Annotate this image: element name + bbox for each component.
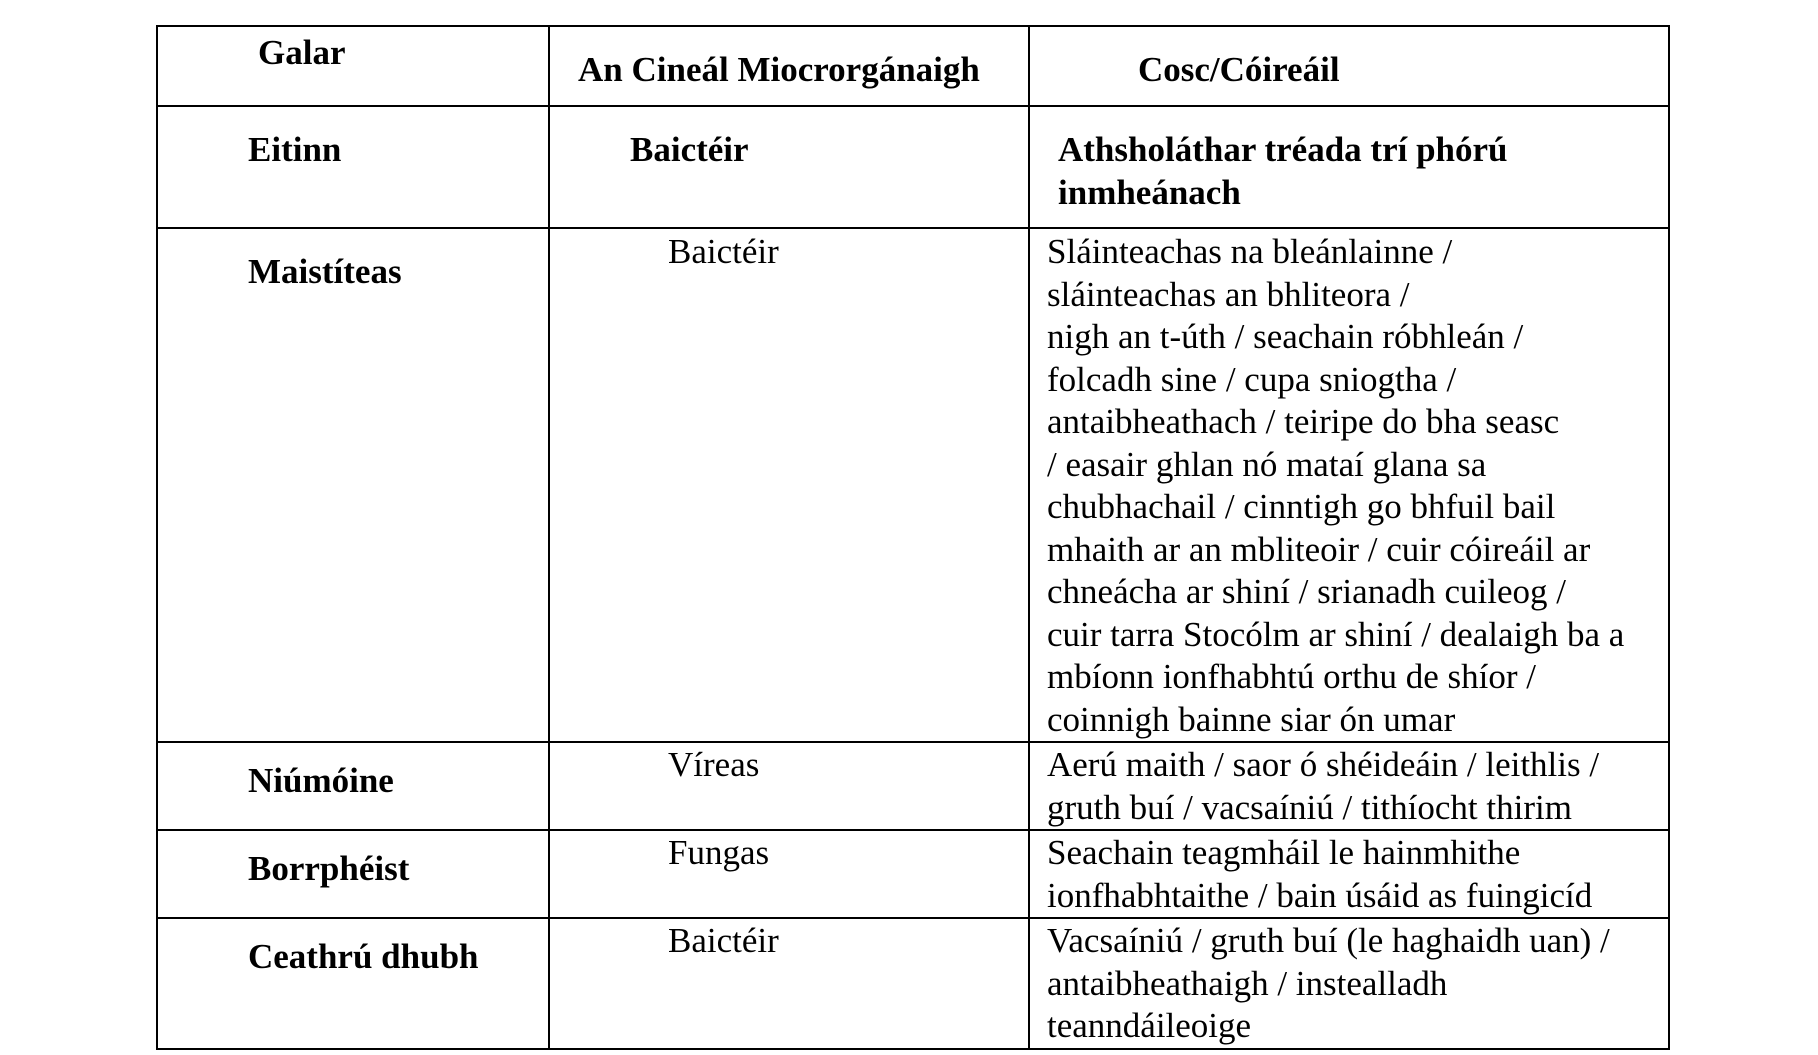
prevention-line: sláinteachas an bhliteora / xyxy=(1047,274,1410,314)
prevention-line: inmheánach xyxy=(1058,172,1241,212)
table-row xyxy=(157,106,1669,228)
header-prevention-treatment: Cosc/Cóireáil xyxy=(1029,26,1669,106)
prevention-line: mbíonn ionfhabhtú orthu de shíor / xyxy=(1047,657,1536,696)
prevention-line: Athsholáthar tréada trí phórú xyxy=(1058,130,1508,169)
microorganism-cell: Baictéir xyxy=(549,918,1029,1049)
prevention-line: gruth buí / vacsaíniú / tithíocht thirim xyxy=(1047,787,1572,827)
header-microorganism-type: An Cineál Miocrorgánaigh xyxy=(549,26,1029,106)
disease-cell: Maistíteas xyxy=(157,228,549,742)
prevention-line: / easair ghlan nó mataí glana sa xyxy=(1047,444,1487,484)
prevention-cell xyxy=(1029,742,1669,830)
disease-cell: Eitinn xyxy=(157,106,549,228)
prevention-cell xyxy=(1029,228,1669,742)
microorganism-cell: Baictéir xyxy=(549,106,1029,228)
prevention-line: Sláinteachas na bleánlainne / xyxy=(1047,232,1453,271)
prevention-line: Vacsaíniú / gruth buí (le haghaidh uan) / xyxy=(1047,921,1610,960)
table-row xyxy=(157,830,1669,918)
disease-cell: Borrphéist xyxy=(157,830,549,918)
prevention-line: Seachain teagmháil le hainmhithe xyxy=(1047,833,1521,872)
disease-cell: Niúmóine xyxy=(157,742,549,830)
prevention-cell xyxy=(1029,106,1669,228)
prevention-line: mhaith ar an mbliteoir / cuir cóireáil ar xyxy=(1047,529,1591,569)
prevention-line: folcadh sine / cupa sniogtha / xyxy=(1047,359,1457,399)
table-row xyxy=(157,918,1669,1049)
prevention-line: Aerú maith / saor ó shéideáin / leithlis / xyxy=(1047,745,1600,784)
microorganism-cell: Fungas xyxy=(549,830,1029,918)
prevention-line: antaibheathach / teiripe do bha seasc xyxy=(1047,402,1560,441)
prevention-cell xyxy=(1029,830,1669,918)
disease-table xyxy=(156,25,1670,1050)
prevention-line: coinnigh bainne siar ón umar xyxy=(1047,699,1456,739)
header-disease: Galar xyxy=(157,26,549,106)
prevention-line: chneácha ar shiní / srianadh cuileog / xyxy=(1047,572,1566,611)
prevention-line: nigh an t-úth / seachain róbhleán / xyxy=(1047,317,1524,356)
microorganism-cell: Baictéir xyxy=(549,228,1029,742)
table-row xyxy=(157,228,1669,742)
prevention-line: teanndáileoige xyxy=(1047,1006,1252,1045)
disease-cell: Ceathrú dhubh xyxy=(157,918,549,1049)
header-row xyxy=(157,26,1669,106)
prevention-line: cuir tarra Stocólm ar shiní / dealaigh ba a xyxy=(1047,614,1625,654)
prevention-line: antaibheathaigh / instealladh xyxy=(1047,963,1448,1003)
prevention-line: chubhachail / cinntigh go bhfuil bail xyxy=(1047,487,1556,526)
table-row xyxy=(157,742,1669,830)
prevention-cell xyxy=(1029,918,1669,1049)
prevention-line: ionfhabhtaithe / bain úsáid as fuingicíd xyxy=(1047,875,1593,915)
microorganism-cell: Víreas xyxy=(549,742,1029,830)
